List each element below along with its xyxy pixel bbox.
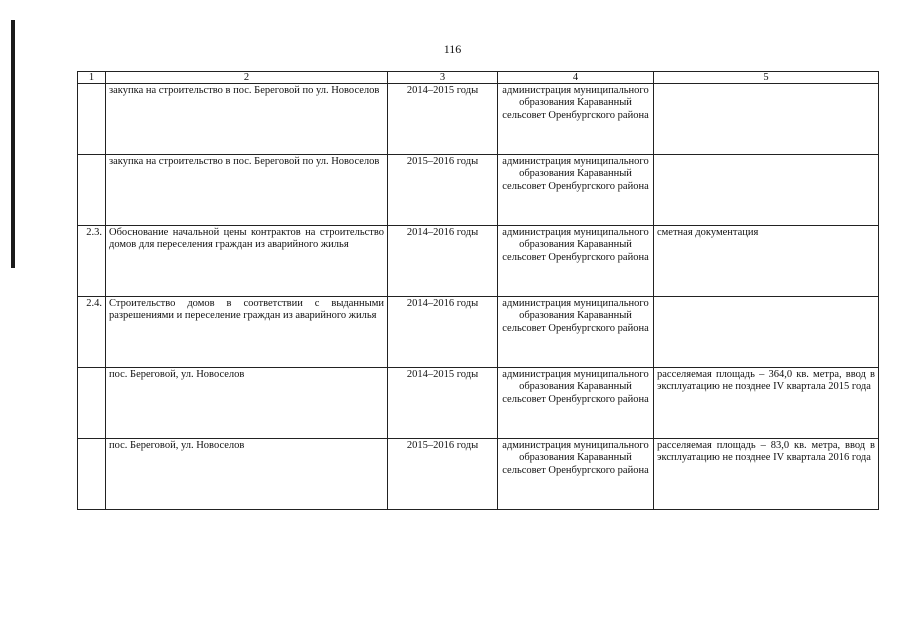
header-row xyxy=(78,72,879,84)
period: 2014–2016 годы xyxy=(388,297,498,368)
executor: администрация муниципального образования Караванный сельсовет Оренбургского района xyxy=(498,368,654,439)
row-number xyxy=(78,84,106,155)
period: 2014–2015 годы xyxy=(388,368,498,439)
header-col-5: 5 xyxy=(654,72,879,84)
period: 2015–2016 годы xyxy=(388,155,498,226)
row-number: 2.4. xyxy=(78,297,106,368)
table-row xyxy=(78,84,879,155)
result xyxy=(654,84,879,155)
result xyxy=(654,297,879,368)
executor: администрация муниципального образования Караванный сельсовет Оренбургского района xyxy=(498,439,654,510)
row-number xyxy=(78,439,106,510)
activity-text: Строительство домов в соответствии с выданными разрешениями и переселение граждан из аварийного жилья xyxy=(106,297,388,368)
executor: администрация муниципального образования Караванный сельсовет Оренбургского района xyxy=(498,297,654,368)
header-col-2: 2 xyxy=(106,72,388,84)
activity-text: Обоснование начальной цены контрактов на строительство домов для переселения граждан из аварийного жилья xyxy=(106,226,388,297)
executor: администрация муниципального образования Караванный сельсовет Оренбургского района xyxy=(498,155,654,226)
table-row xyxy=(78,226,879,297)
header-col-3: 3 xyxy=(388,72,498,84)
period: 2015–2016 годы xyxy=(388,439,498,510)
program-table xyxy=(77,71,879,510)
row-number: 2.3. xyxy=(78,226,106,297)
activity-text: пос. Береговой, ул. Новоселов xyxy=(106,368,388,439)
executor: администрация муниципального образования Караванный сельсовет Оренбургского района xyxy=(498,84,654,155)
result: расселяемая площадь – 364,0 кв. метра, ввод в эксплуатацию не позднее IV квартала 2015 года xyxy=(654,368,879,439)
scan-edge-mark xyxy=(11,20,15,268)
header-col-1: 1 xyxy=(78,72,106,84)
result xyxy=(654,155,879,226)
period: 2014–2016 годы xyxy=(388,226,498,297)
row-number xyxy=(78,155,106,226)
header-col-4: 4 xyxy=(498,72,654,84)
executor: администрация муниципального образования Караванный сельсовет Оренбургского района xyxy=(498,226,654,297)
table-row xyxy=(78,368,879,439)
row-number xyxy=(78,368,106,439)
result: сметная документация xyxy=(654,226,879,297)
table-row xyxy=(78,155,879,226)
table-row xyxy=(78,297,879,368)
activity-text: пос. Береговой, ул. Новоселов xyxy=(106,439,388,510)
activity-text: закупка на строительство в пос. Береговой по ул. Новоселов xyxy=(106,155,388,226)
page-number: 116 xyxy=(443,42,462,56)
activity-text: закупка на строительство в пос. Береговой по ул. Новоселов xyxy=(106,84,388,155)
period: 2014–2015 годы xyxy=(388,84,498,155)
table-row xyxy=(78,439,879,510)
result: расселяемая площадь – 83,0 кв. метра, ввод в эксплуатацию не позднее IV квартала 2016 года xyxy=(654,439,879,510)
